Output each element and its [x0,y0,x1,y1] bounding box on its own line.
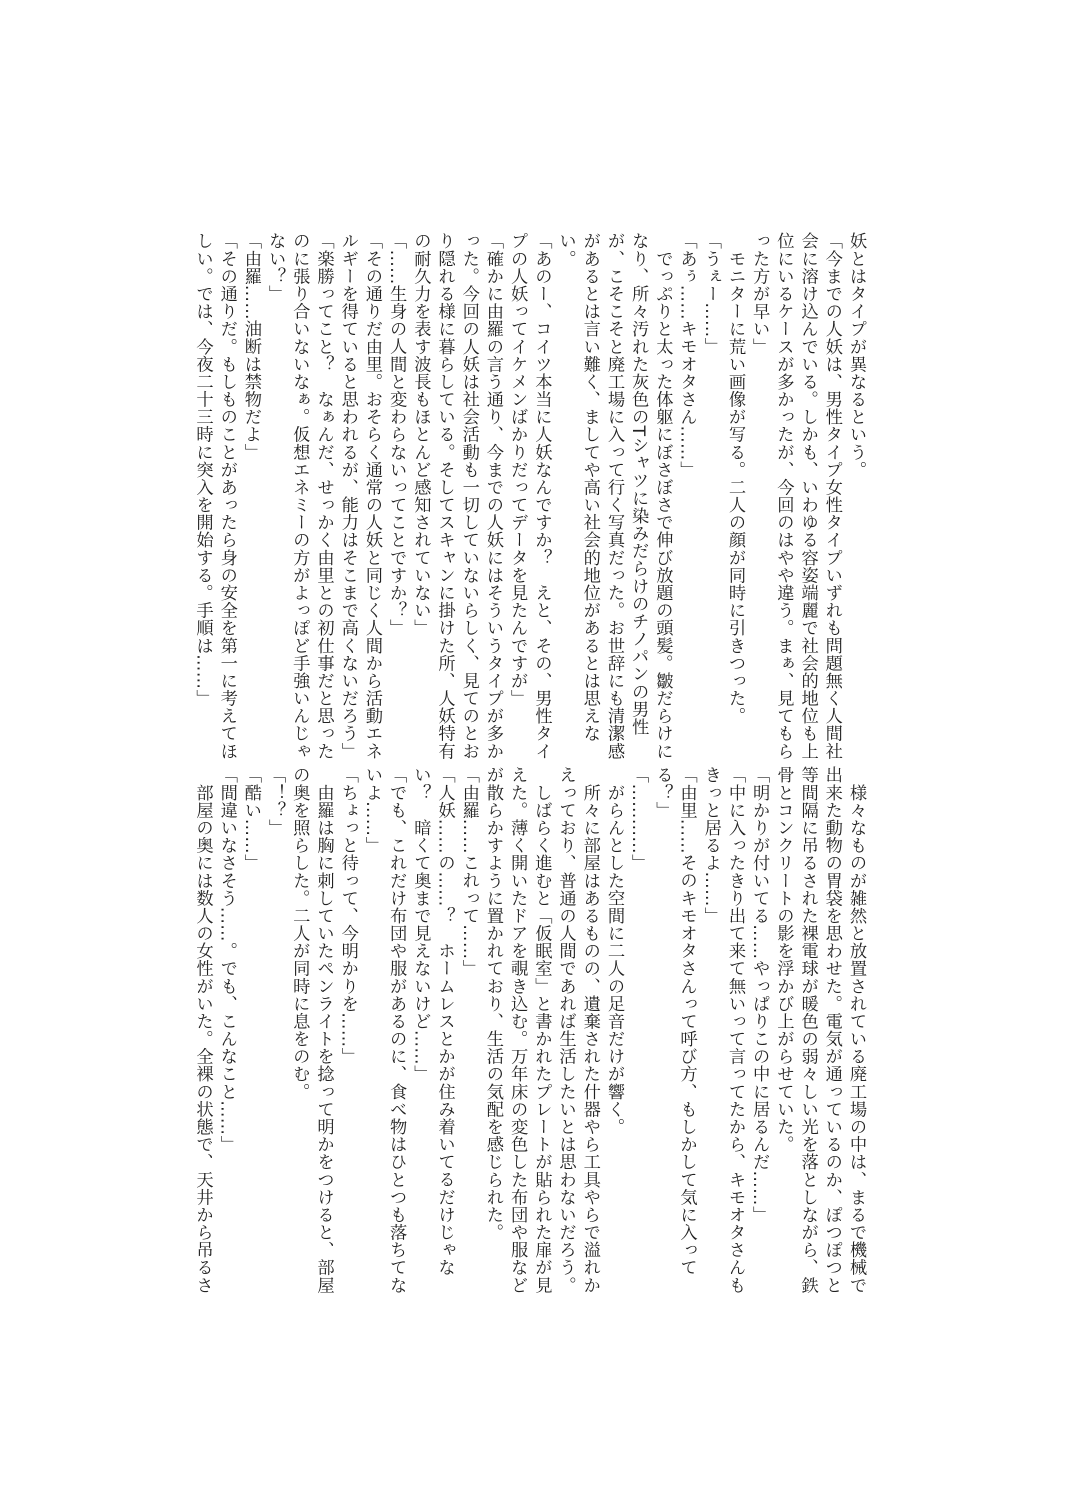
text-line: のに張り合いないなぁ。仮想エネミーの方がよっぽど手強いんじゃ [289,232,310,760]
text-line: でっぷりと太った体躯にぼさぼさで伸び放題の頭髪。皺だらけに [652,232,673,760]
text-line: 「間違いなさそう……。でも、こんなこと……」 [216,766,237,1153]
text-line: る？」 [652,766,673,819]
text-line: が、こそこそと廃工場に入って行く写真だった。お世辞にも清潔感 [603,232,624,760]
text-line: 「人妖……の……？ ホームレスとかが住み着いてるだけじゃな [434,766,455,1277]
text-line: 「…………」 [628,766,649,872]
lower-text-block [192,766,868,1294]
text-line: の奥を照らした。二人が同時に息をのむ。 [289,766,310,1101]
text-line: の耐久力を表す波長もほとんど感知されていない」 [410,232,431,637]
text-line: 「ちょっと待って、今明かりを……」 [337,766,358,1066]
text-line: 部屋の奥には数人の女性がいた。全裸の状態で、天井から吊るさ [192,766,213,1294]
text-line: 「明かりが付いてる……やっぱりこの中に居るんだ……」 [749,766,770,1224]
text-line: 「その通りだ由里。おそらく通常の人妖と同じく人間から活動エネ [361,232,382,760]
text-line: モニターに荒い画像が写る。二人の顔が同時に引きつった。 [724,232,745,725]
text-line: 「その通りだ。もしものことがあったら身の安全を第一に考えてほ [216,232,237,760]
text-line: があるとは言い難く、ましてや高い社会的地位があるとは思えな [579,232,600,743]
text-line: った方が早い」 [749,232,770,356]
text-line: 「……生身の人間と変わらないってことですか？」 [386,232,407,637]
text-line: り隠れる様に暮らしている。そしてスキャンに掛けた所、人妖特有 [434,232,455,760]
text-line: 「由羅……油断は禁物だよ」 [240,232,261,461]
text-line: 「うぇー……」 [700,232,721,356]
text-line: プの人妖ってイケメンばかりだってデータを見たんですが」 [507,232,528,707]
text-line: 「由羅……これって……」 [458,766,479,978]
upper-text-block [192,232,868,760]
text-line: が散らかすように置かれており、生活の気配を感じられた。 [482,766,503,1241]
text-line: 「あのー、コイツ本当に人妖なんですか？ えと、その、男性タイ [531,232,552,760]
text-line: 「中に入ったきり出て来て無いって言ってたから、キモオタさんも [724,766,745,1294]
text-line: 「！？」 [265,766,286,837]
text-line: えた。薄く開いたドアを覗き込む。万年床の変色した布団や服など [507,766,528,1294]
text-line: い？ 暗くて奥まで見えないけど……」 [410,766,431,1083]
text-line: 会に溶け込んでいる。しかも、いわゆる容姿端麗で社会的地位も上 [797,232,818,760]
text-line: 骨とコンクリートの影を浮かび上がらせていた。 [773,766,794,1153]
text-line: 「確かに由羅の言う通り、今までの人妖にはそういうタイプが多か [482,232,503,760]
text-line: ルギーを得ていると思われるが、能力はそこまで高くないだろう」 [337,232,358,760]
text-line: えっており、普通の人間であれば生活したいとは思わないだろう。 [555,766,576,1294]
text-line: 「今までの人妖は、男性タイプ女性タイプいずれも問題無く人間社 [821,232,842,760]
text-line: 「酷い……」 [240,766,261,872]
text-line: しい。では、今夜二十三時に突入を開始する。手順は……」 [192,232,213,707]
text-line: 「楽勝ってこと？ なぁんだ、せっかく由里との初仕事だと思った [313,232,334,760]
text-line: 様々なものが雑然と放置されている廃工場の中は、まるで機械で [846,766,866,1294]
text-line: 等間隔に吊るされた裸電球が暖色の弱々しい光を落としながら、鉄 [797,766,818,1294]
text-line: 出来た動物の胃袋を思わせた。電気が通っているのか、ぽつぽつと [821,766,842,1294]
text-line: い。 [555,232,576,268]
text-line: 「でも、これだけ布団や服があるのに、食べ物はひとつも落ちてな [386,766,407,1294]
text-line: 所々に部屋はあるものの、遺棄された什器やら工具やらで溢れか [579,766,600,1294]
text-line: 位にいるケースが多かったが、今回のはやや違う。まぁ、見てもら [773,232,794,760]
text-line: 「あぅ……キモオタさん……」 [676,232,697,479]
text-line: 妖とはタイプが異なるという。 [846,232,866,479]
text-line: いよ……」 [361,766,382,854]
text-line: 由羅は胸に刺していたペンライトを捻って明かをつけると、部屋 [313,766,334,1294]
text-line: きっと居るよ……」 [700,766,721,925]
text-line: った。今回の人妖は社会活動も一切していないらしく、見てのとお [458,232,479,760]
text-line: ない？」 [265,232,286,303]
text-line: なり、所々汚れた灰色のTシャツに染みだらけのチノパンの男性 [628,232,649,736]
text-line: 「由里……そのキモオタさんって呼び方、もしかして気に入って [676,766,697,1277]
text-line: がらんとした空間に二人の足音だけが響く。 [603,766,624,1136]
text-line: しばらく進むと「仮眠室」と書かれたプレートが貼られた扉が見 [531,766,552,1294]
